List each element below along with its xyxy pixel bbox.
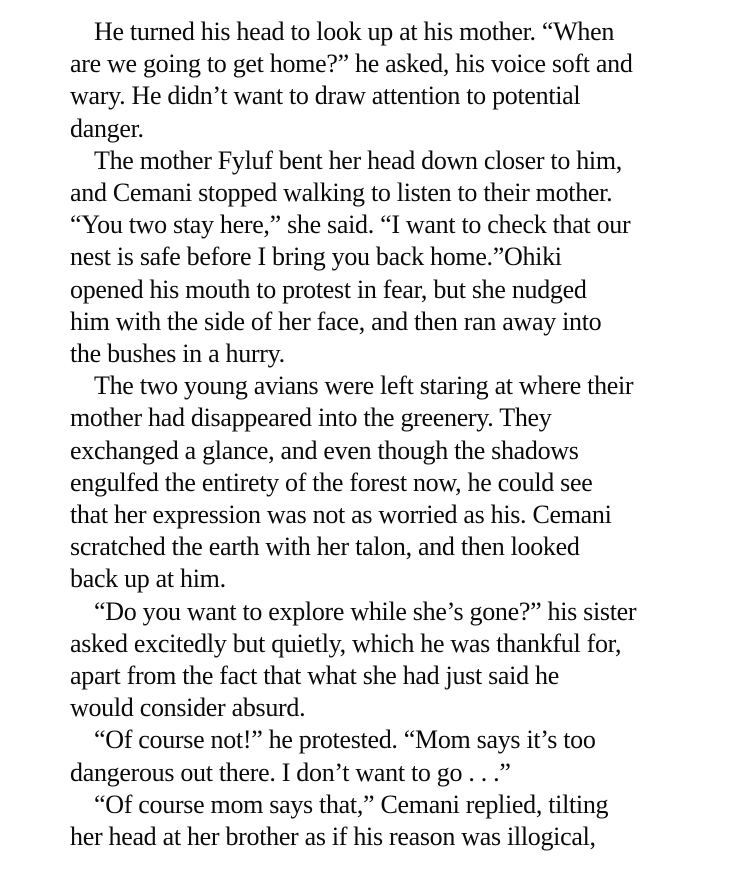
text-line: scratched the earth with her talon, and then looked <box>70 532 580 562</box>
text-line: are we going to get home?” he asked, his voice soft and <box>70 49 633 79</box>
text-line: and Cemani stopped walking to listen to their mother. <box>70 178 613 208</box>
text-line: engulfed the entirety of the forest now, he could see <box>70 467 593 497</box>
text-line: He turned his head to look up at his mother. “When <box>94 17 615 46</box>
text-line: the bushes in a hurry. <box>70 339 285 369</box>
text-line: that her expression was not as worried as his. Cemani <box>70 500 612 530</box>
text-line: mother had disappeared into the greenery. They <box>70 403 552 433</box>
text-line: opened his mouth to protest in fear, but she nudged <box>70 274 587 304</box>
text-line: The mother Fyluf bent her head down closer to him, <box>94 145 622 175</box>
text-line: back up at him. <box>70 564 226 594</box>
text-line: dangerous out there. I don’t want to go . . .” <box>70 757 511 787</box>
text-line: her head at her brother as if his reason was illogical, <box>70 822 596 852</box>
text-line: danger. <box>70 113 144 143</box>
text-line: The two young avians were left staring at where their <box>94 371 634 401</box>
text-line: “Do you want to explore while she’s gone?” his sister <box>94 596 637 626</box>
text-line: exchanged a glance, and even though the shadows <box>70 435 579 465</box>
text-line: asked excitedly but quietly, which he was thankful for, <box>70 628 622 658</box>
text-line: nest is safe before I bring you back home.”Ohiki <box>70 242 562 272</box>
text-line: wary. He didn’t want to draw attention to potential <box>70 81 581 111</box>
text-line: apart from the fact that what she had just said he <box>70 661 559 691</box>
text-line: “Of course mom says that,” Cemani replied, tilting <box>94 789 609 819</box>
text-line: “Of course not!” he protested. “Mom says it’s too <box>94 725 596 755</box>
text-line: would consider absurd. <box>70 693 306 723</box>
page-text <box>70 16 705 853</box>
text-line: him with the side of her face, and then ran away into <box>70 306 602 336</box>
text-line: “You two stay here,” she said. “I want to check that our <box>70 210 631 240</box>
